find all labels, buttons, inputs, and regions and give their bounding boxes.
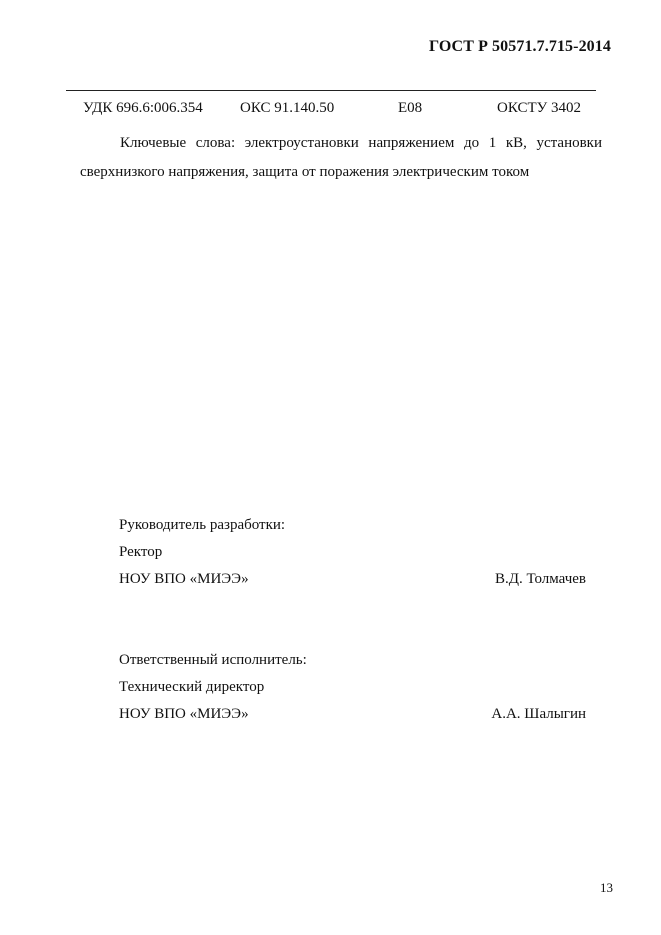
okstu-code: ОКСТУ 3402: [497, 100, 582, 116]
technical-director-title: Технический директор: [119, 679, 265, 695]
oks-code: ОКС 91.140.50: [240, 100, 335, 116]
responsible-executor-label: Ответственный исполнитель:: [119, 652, 307, 668]
category-code: Е08: [398, 100, 423, 116]
page-number: 13: [600, 880, 613, 895]
organization-name: НОУ ВПО «МИЭЭ»: [119, 571, 249, 587]
standard-number-header: ГОСТ Р 50571.7.715-2014: [428, 38, 611, 55]
rector-title: Ректор: [119, 544, 163, 560]
signatory-name: В.Д. Толмачев: [494, 571, 586, 587]
header-divider: [66, 90, 596, 91]
development-lead-label: Руководитель разработки:: [119, 517, 286, 533]
signatory-name: А.А. Шалыгин: [491, 706, 586, 722]
udk-code: УДК 696.6:006.354: [83, 100, 203, 116]
keywords-paragraph: Ключевые слова: электроустановки напряжением до 1 кВ, установки сверхнизкого напряжения, защита от поражения электрическим током: [80, 135, 602, 180]
organization-name: НОУ ВПО «МИЭЭ»: [119, 706, 249, 722]
